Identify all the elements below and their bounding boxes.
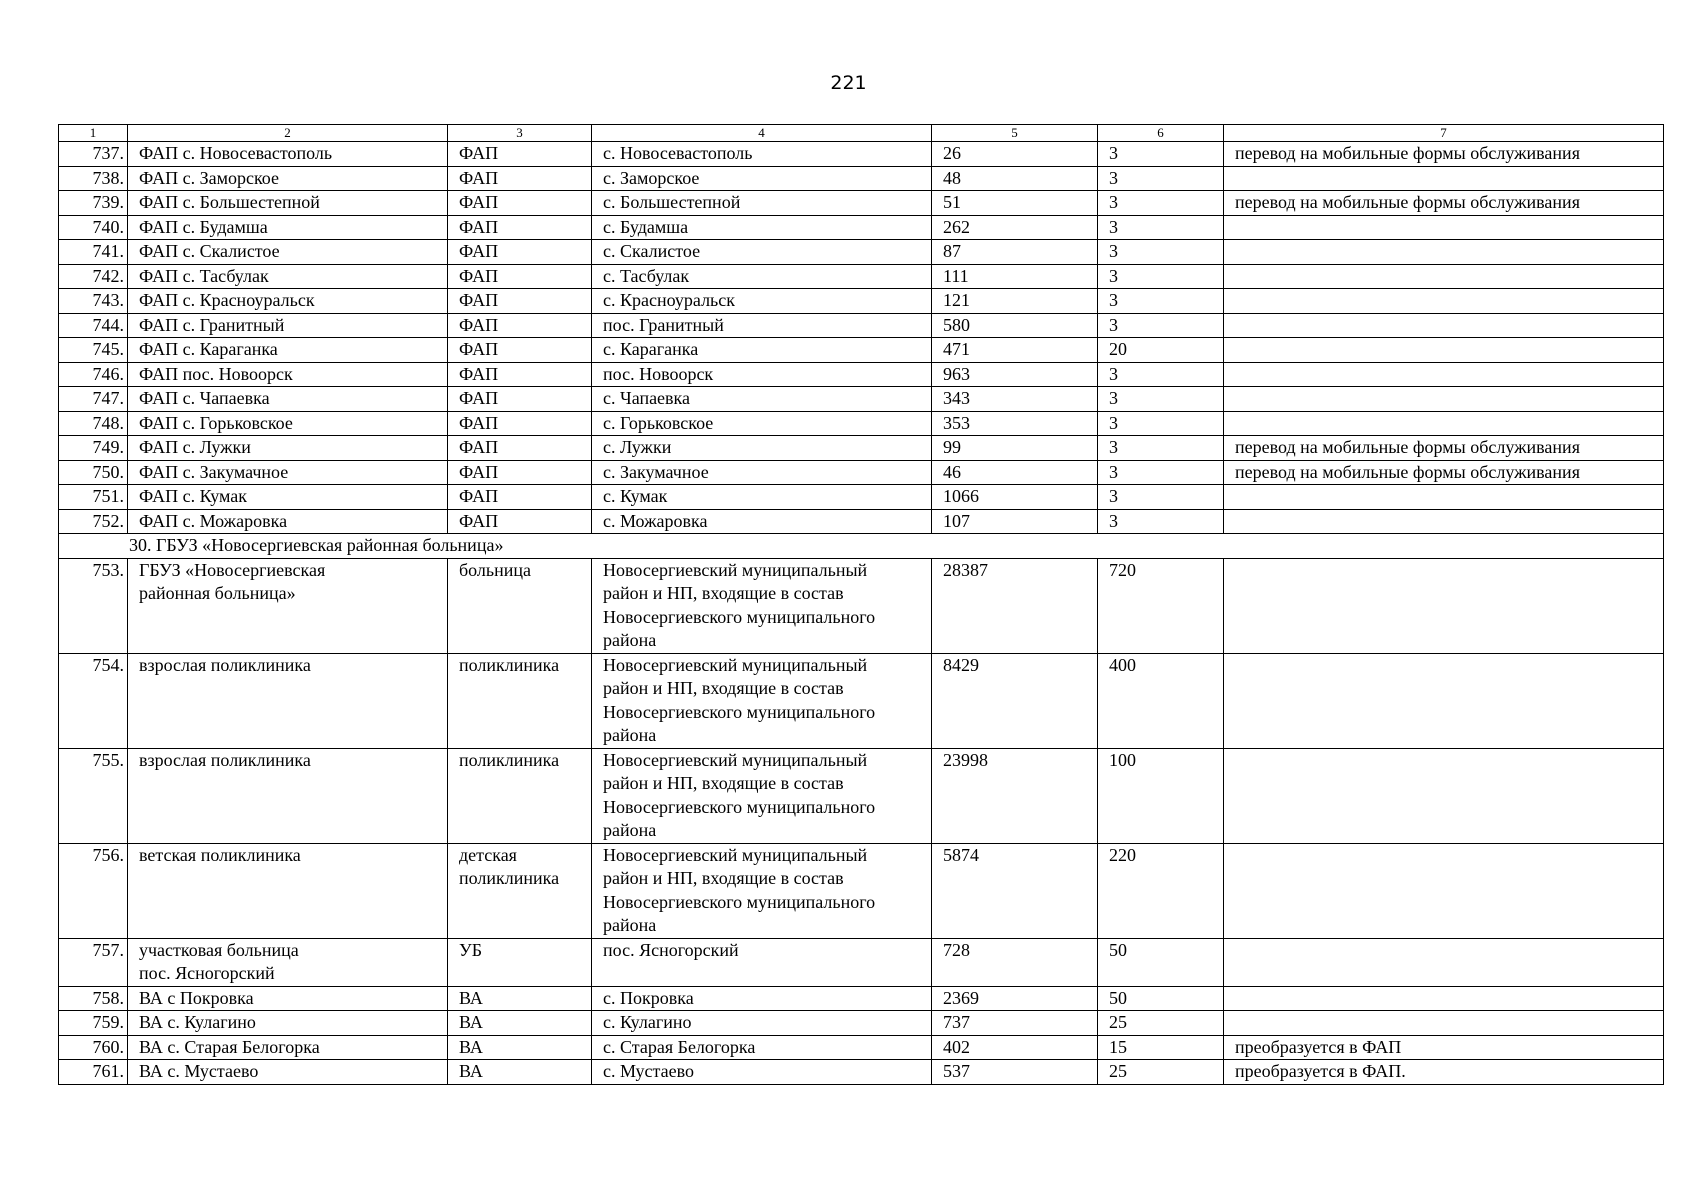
capacity: 50: [1098, 938, 1224, 986]
population: 26: [932, 142, 1098, 167]
capacity: 3: [1098, 485, 1224, 510]
row-number: 743.: [59, 289, 128, 314]
section-block: [59, 534, 1664, 559]
population: 28387: [932, 558, 1098, 653]
table-row: [59, 509, 1664, 534]
facility-name: ФАП с. Чапаевка: [128, 387, 448, 412]
facility-location: с. Горьковское: [592, 411, 932, 436]
facility-name: [128, 1060, 448, 1085]
facility-type: ФАП: [448, 436, 592, 461]
facility-location: с. Заморское: [592, 166, 932, 191]
population: 23998: [932, 748, 1098, 843]
population: 728: [932, 938, 1098, 986]
facility-location: с. Чапаевка: [592, 387, 932, 412]
table-row: [59, 387, 1664, 412]
section-row: [59, 534, 1664, 559]
facility-location-line: район и НП, входящие в состав: [603, 868, 844, 888]
table-row: [59, 1035, 1664, 1060]
note: [1224, 1011, 1664, 1036]
table-row: [59, 436, 1664, 461]
facility-name: [128, 938, 448, 986]
table-row: [59, 338, 1664, 363]
facility-type-line: УБ: [459, 939, 483, 960]
facility-type: [448, 843, 592, 938]
facility-location: с. Будамша: [592, 215, 932, 240]
facility-location-line: Новосергиевский муниципальный: [603, 559, 868, 580]
row-number: 738.: [59, 166, 128, 191]
column-header: 2: [128, 125, 448, 142]
population: 402: [932, 1035, 1098, 1060]
table-row: [59, 264, 1664, 289]
note: [1224, 653, 1664, 748]
column-header: 3: [448, 125, 592, 142]
facility-table: [58, 124, 1664, 1085]
page-number: 221: [830, 72, 867, 94]
population: 99: [932, 436, 1098, 461]
population: 8429: [932, 653, 1098, 748]
note: [1224, 166, 1664, 191]
facility-type-line: поликлиника: [459, 654, 560, 675]
facility-name-line: взрослая поликлиника: [139, 749, 311, 770]
row-number: 761.: [59, 1060, 128, 1085]
capacity: 220: [1098, 843, 1224, 938]
population: 471: [932, 338, 1098, 363]
facility-type-line: больница: [459, 559, 531, 580]
column-number-row: [59, 125, 1664, 142]
table-body-fap: [59, 142, 1664, 534]
note: перевод на мобильные формы обслуживания: [1224, 436, 1664, 461]
population: 343: [932, 387, 1098, 412]
facility-type: [448, 558, 592, 653]
facility-location: с. Новосевастополь: [592, 142, 932, 167]
row-number: 747.: [59, 387, 128, 412]
facility-type: ФАП: [448, 313, 592, 338]
row-number: 742.: [59, 264, 128, 289]
note: перевод на мобильные формы обслуживания: [1224, 460, 1664, 485]
capacity: 50: [1098, 986, 1224, 1011]
column-header: 4: [592, 125, 932, 142]
note: [1224, 509, 1664, 534]
capacity: 3: [1098, 191, 1224, 216]
facility-type: ФАП: [448, 485, 592, 510]
capacity: 3: [1098, 215, 1224, 240]
facility-name-line: районная больница»: [139, 583, 296, 603]
table-row: [59, 362, 1664, 387]
facility-location-line: пос. Ясногорский: [603, 939, 739, 960]
facility-name-line: ГБУЗ «Новосергиевская: [139, 559, 326, 580]
note: [1224, 843, 1664, 938]
facility-location: [592, 1011, 932, 1036]
facility-type-line: ВА: [459, 1036, 483, 1057]
capacity: 3: [1098, 362, 1224, 387]
facility-name: ФАП с. Новосевастополь: [128, 142, 448, 167]
facility-location: с. Скалистое: [592, 240, 932, 265]
facility-name-line: ВА с Покровка: [139, 987, 254, 1008]
facility-location: с. Закумачное: [592, 460, 932, 485]
row-number: 754.: [59, 653, 128, 748]
capacity: 3: [1098, 264, 1224, 289]
facility-location-line: Новосергиевского муниципального: [603, 891, 876, 912]
row-number: 755.: [59, 748, 128, 843]
table-row: [59, 240, 1664, 265]
facility-location: [592, 1060, 932, 1085]
facility-type: ФАП: [448, 215, 592, 240]
row-number: 751.: [59, 485, 128, 510]
note: перевод на мобильные формы обслуживания: [1224, 191, 1664, 216]
table-row: [59, 460, 1664, 485]
population: 121: [932, 289, 1098, 314]
population: 48: [932, 166, 1098, 191]
note: перевод на мобильные формы обслуживания: [1224, 142, 1664, 167]
facility-location-line: с. Покровка: [603, 987, 694, 1008]
table-row: [59, 411, 1664, 436]
row-number: 746.: [59, 362, 128, 387]
facility-location: пос. Гранитный: [592, 313, 932, 338]
row-number: 737.: [59, 142, 128, 167]
facility-location: пос. Новоорск: [592, 362, 932, 387]
capacity: 3: [1098, 436, 1224, 461]
facility-type-line: ВА: [459, 1012, 483, 1032]
capacity: 3: [1098, 387, 1224, 412]
table-row: [59, 166, 1664, 191]
facility-name-line: ВА с. Кулагино: [139, 1012, 256, 1032]
facility-name-line: взрослая поликлиника: [139, 654, 311, 675]
population: 2369: [932, 986, 1098, 1011]
facility-name: ФАП с. Красноуральск: [128, 289, 448, 314]
facility-name: ФАП с. Скалистое: [128, 240, 448, 265]
facility-type: ФАП: [448, 509, 592, 534]
facility-location: [592, 938, 932, 986]
column-header: 7: [1224, 125, 1664, 142]
facility-type: ФАП: [448, 166, 592, 191]
note: [1224, 338, 1664, 363]
population: 262: [932, 215, 1098, 240]
facility-name: ФАП с. Можаровка: [128, 509, 448, 534]
capacity: 3: [1098, 166, 1224, 191]
facility-name-line: ВА с. Старая Белогорка: [139, 1036, 320, 1057]
facility-type: ФАП: [448, 240, 592, 265]
row-number: 753.: [59, 558, 128, 653]
facility-name: ФАП пос. Новоорск: [128, 362, 448, 387]
facility-name: [128, 653, 448, 748]
table-row: [59, 558, 1664, 653]
note: [1224, 938, 1664, 986]
facility-location-line: район и НП, входящие в состав: [603, 678, 844, 698]
facility-location-line: Новосергиевский муниципальный: [603, 654, 868, 675]
capacity: 3: [1098, 240, 1224, 265]
row-number: 752.: [59, 509, 128, 534]
facility-location-line: Новосергиевского муниципального: [603, 701, 876, 722]
facility-location: [592, 843, 932, 938]
note: [1224, 748, 1664, 843]
table-row: [59, 653, 1664, 748]
note: [1224, 289, 1664, 314]
facility-name: [128, 748, 448, 843]
capacity: 3: [1098, 313, 1224, 338]
facility-location-line: район и НП, входящие в состав: [603, 773, 844, 793]
row-number: 759.: [59, 1011, 128, 1036]
capacity: 400: [1098, 653, 1224, 748]
facility-location: [592, 1035, 932, 1060]
facility-location: с. Кумак: [592, 485, 932, 510]
capacity: 20: [1098, 338, 1224, 363]
facility-location-line: района: [603, 630, 657, 650]
facility-type: ФАП: [448, 191, 592, 216]
capacity: 25: [1098, 1060, 1224, 1085]
population: 1066: [932, 485, 1098, 510]
table-row: [59, 1060, 1664, 1085]
population: 537: [932, 1060, 1098, 1085]
facility-type: ФАП: [448, 387, 592, 412]
facility-type-line: ВА: [459, 987, 483, 1008]
row-number: 760.: [59, 1035, 128, 1060]
facility-location: [592, 986, 932, 1011]
facility-location-line: района: [603, 915, 657, 935]
facility-name-line: ветская поликлиника: [139, 844, 301, 865]
facility-location-line: района: [603, 725, 657, 745]
facility-location-line: Новосергиевского муниципального: [603, 796, 876, 817]
facility-name: ФАП с. Караганка: [128, 338, 448, 363]
table-row: [59, 485, 1664, 510]
facility-name: [128, 986, 448, 1011]
facility-location-line: район и НП, входящие в состав: [603, 583, 844, 603]
row-number: 744.: [59, 313, 128, 338]
row-number: 758.: [59, 986, 128, 1011]
table-row: [59, 289, 1664, 314]
note: [1224, 558, 1664, 653]
note: [1224, 411, 1664, 436]
facility-type: [448, 1060, 592, 1085]
row-number: 748.: [59, 411, 128, 436]
facility-location: [592, 748, 932, 843]
facility-location: с. Караганка: [592, 338, 932, 363]
facility-name: ФАП с. Тасбулак: [128, 264, 448, 289]
facility-type: ФАП: [448, 362, 592, 387]
population: 87: [932, 240, 1098, 265]
facility-name: ФАП с. Горьковское: [128, 411, 448, 436]
facility-location: с. Можаровка: [592, 509, 932, 534]
facility-type: ФАП: [448, 142, 592, 167]
row-number: 756.: [59, 843, 128, 938]
facility-type: ФАП: [448, 264, 592, 289]
capacity: 720: [1098, 558, 1224, 653]
column-header: 6: [1098, 125, 1224, 142]
facility-location-line: с. Мустаево: [603, 1061, 694, 1081]
row-number: 745.: [59, 338, 128, 363]
facility-name: ФАП с. Гранитный: [128, 313, 448, 338]
facility-type-line: поликлиника: [459, 749, 560, 770]
facility-type: [448, 938, 592, 986]
capacity: 3: [1098, 289, 1224, 314]
population: 353: [932, 411, 1098, 436]
capacity: 3: [1098, 509, 1224, 534]
population: 737: [932, 1011, 1098, 1036]
note: [1224, 313, 1664, 338]
capacity: 15: [1098, 1035, 1224, 1060]
row-number: 757.: [59, 938, 128, 986]
column-header: 1: [59, 125, 128, 142]
facility-name: ФАП с. Большестепной: [128, 191, 448, 216]
facility-location: [592, 653, 932, 748]
facility-type: ФАП: [448, 289, 592, 314]
note: преобразуется в ФАП: [1224, 1035, 1664, 1060]
facility-name: [128, 843, 448, 938]
facility-type: [448, 1035, 592, 1060]
table-row: [59, 748, 1664, 843]
capacity: 3: [1098, 411, 1224, 436]
facility-location-line: Новосергиевский муниципальный: [603, 749, 868, 770]
facility-name: ФАП с. Лужки: [128, 436, 448, 461]
population: 963: [932, 362, 1098, 387]
facility-type: [448, 986, 592, 1011]
facility-name: ФАП с. Будамша: [128, 215, 448, 240]
capacity: 3: [1098, 460, 1224, 485]
note: [1224, 362, 1664, 387]
population: 5874: [932, 843, 1098, 938]
facility-name-line: ВА с. Мустаево: [139, 1061, 259, 1081]
facility-name: ФАП с. Заморское: [128, 166, 448, 191]
table-row: [59, 313, 1664, 338]
row-number: 749.: [59, 436, 128, 461]
table-row: [59, 142, 1664, 167]
facility-type: ФАП: [448, 411, 592, 436]
facility-name: [128, 1035, 448, 1060]
facility-location: с. Тасбулак: [592, 264, 932, 289]
facility-type: ФАП: [448, 460, 592, 485]
row-number: 741.: [59, 240, 128, 265]
facility-type: [448, 748, 592, 843]
facility-location-line: с. Старая Белогорка: [603, 1036, 756, 1057]
facility-name: ФАП с. Кумак: [128, 485, 448, 510]
facility-type-line: детская: [459, 844, 517, 865]
facility-location: [592, 558, 932, 653]
note: преобразуется в ФАП.: [1224, 1060, 1664, 1085]
capacity: 25: [1098, 1011, 1224, 1036]
facility-location: с. Большестепной: [592, 191, 932, 216]
population: 46: [932, 460, 1098, 485]
section-title: 30. ГБУЗ «Новосергиевская районная больница»: [59, 534, 1664, 559]
note: [1224, 986, 1664, 1011]
facility-type: [448, 653, 592, 748]
population: 51: [932, 191, 1098, 216]
table-row: [59, 986, 1664, 1011]
population: 111: [932, 264, 1098, 289]
note: [1224, 240, 1664, 265]
facility-location-line: района: [603, 820, 657, 840]
facility-location-line: с. Кулагино: [603, 1012, 692, 1032]
note: [1224, 387, 1664, 412]
facility-location: с. Красноуральск: [592, 289, 932, 314]
table-row: [59, 215, 1664, 240]
facility-location-line: Новосергиевского муниципального: [603, 606, 876, 627]
table-row: [59, 938, 1664, 986]
note: [1224, 215, 1664, 240]
facility-location-line: Новосергиевский муниципальный: [603, 844, 868, 865]
facility-type-line: поликлиника: [459, 868, 560, 888]
facility-name: [128, 558, 448, 653]
row-number: 740.: [59, 215, 128, 240]
population: 107: [932, 509, 1098, 534]
facility-name-line: участковая больница: [139, 939, 299, 960]
row-number: 750.: [59, 460, 128, 485]
capacity: 100: [1098, 748, 1224, 843]
column-header: 5: [932, 125, 1098, 142]
table-row: [59, 843, 1664, 938]
facility-name: [128, 1011, 448, 1036]
table-row: [59, 1011, 1664, 1036]
population: 580: [932, 313, 1098, 338]
facility-name: ФАП с. Закумачное: [128, 460, 448, 485]
table-row: [59, 191, 1664, 216]
table-body-hospital: [59, 558, 1664, 1084]
note: [1224, 485, 1664, 510]
capacity: 3: [1098, 142, 1224, 167]
facility-type: [448, 1011, 592, 1036]
facility-type: ФАП: [448, 338, 592, 363]
facility-type-line: ВА: [459, 1061, 483, 1081]
row-number: 739.: [59, 191, 128, 216]
facility-location: с. Лужки: [592, 436, 932, 461]
note: [1224, 264, 1664, 289]
facility-name-line: пос. Ясногорский: [139, 963, 275, 983]
